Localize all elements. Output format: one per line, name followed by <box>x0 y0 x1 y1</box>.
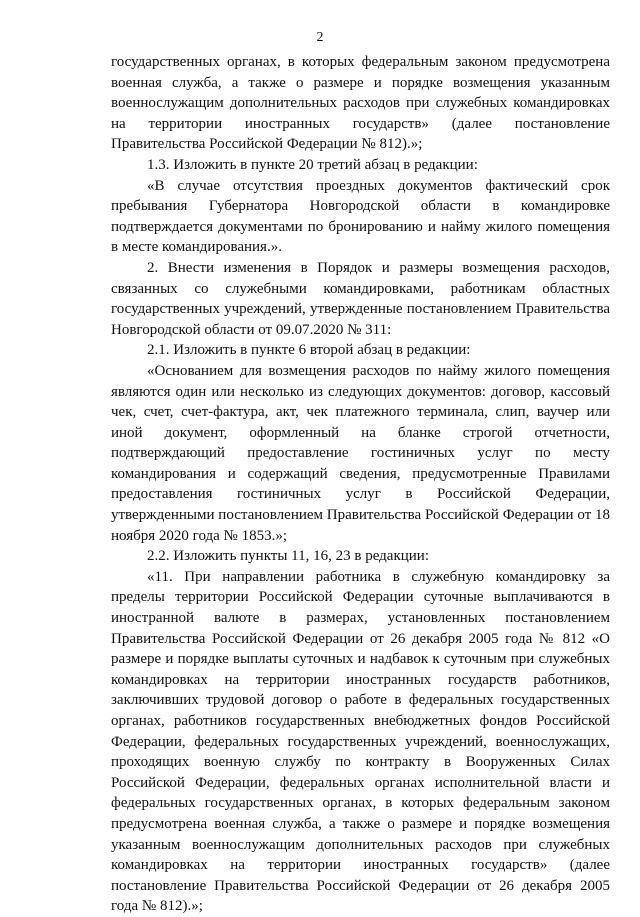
paragraph-quote-item-2-1: «Основанием для возмещения расходов по найму жилого помещения являются один или несколько из следующих документов: договор, кассовый чек, счет, счет-фактура, акт, чек платежного терминала, слип, ваучер или иной документ, оформленный на бланке строгой отчетности, подтверждающий предоставление гостиничных услуг по месту командирования и содержащий сведения, предусмотренные Правилами предоставления гостиничных услуг в Российской Федерации, утвержденными постановлением Правительства Российской Федерации от 18 ноября 2020 года № 1853.»; <box>111 362 610 544</box>
paragraph-quote-item-1-3: «В случае отсутствия проездных документов фактический срок пребывания Губернатора Новгородской области в командировке подтверждается документами по бронированию и найму жилого помещения в месте командирования.». <box>111 177 610 256</box>
paragraph-item-2: 2. Внести изменения в Порядок и размеры возмещения расходов, связанных со служебными командировками, работникам областных государственных учреждений, утвержденные постановлением Правительства Новгородской области от 09.07.2020 № 311: <box>111 259 610 338</box>
paragraph-item-2-2: 2.2. Изложить пункты 11, 16, 23 в редакции: <box>147 548 429 565</box>
document-body <box>111 52 610 917</box>
page-number: 2 <box>316 30 324 45</box>
paragraph-continuation: государственных органах, в которых федеральным законом предусмотрена военная служба, а также о размере и порядке возмещения указанным военнослужащим дополнительных расходов при служебных командировках на территории иностранных государств» (далее постановление Правительства Российской Федерации № 812).»; <box>111 54 610 153</box>
paragraph-item-1-3: 1.3. Изложить в пункте 20 третий абзац в редакции: <box>147 156 478 173</box>
paragraph-quote-item-11: «11. При направлении работника в служебную командировку за пределы территории Российской Федерации суточные выплачиваются в иностранной валюте в размерах, установленных постановлением Правительства Российской Федерации от 26 декабря 2005 года № 812 «О размере и порядке выплаты суточных и надбавок к суточным при служебных командировках на территории иностранных государств работников, заключивших трудовой договор о работе в федеральных государственных органах, работников государственных внебюджетных фондов Российской Федерации, федеральных государственных учреждений, военнослужащих, проходящих военную службу по контракту в Вооруженных Силах Российской Федерации, федеральных органах исполнительной власти и федеральных государственных органах, в которых федеральным законом предусмотрена военная служба, а также о размере и порядке возмещения указанным военнослужащим дополнительных расходов при служебных командировках на территории иностранных государств» (далее постановление Правительства Российской Федерации от 26 декабря 2005 года № 812).»; <box>111 568 610 915</box>
paragraph-item-2-1: 2.1. Изложить в пункте 6 второй абзац в редакции: <box>147 342 471 359</box>
